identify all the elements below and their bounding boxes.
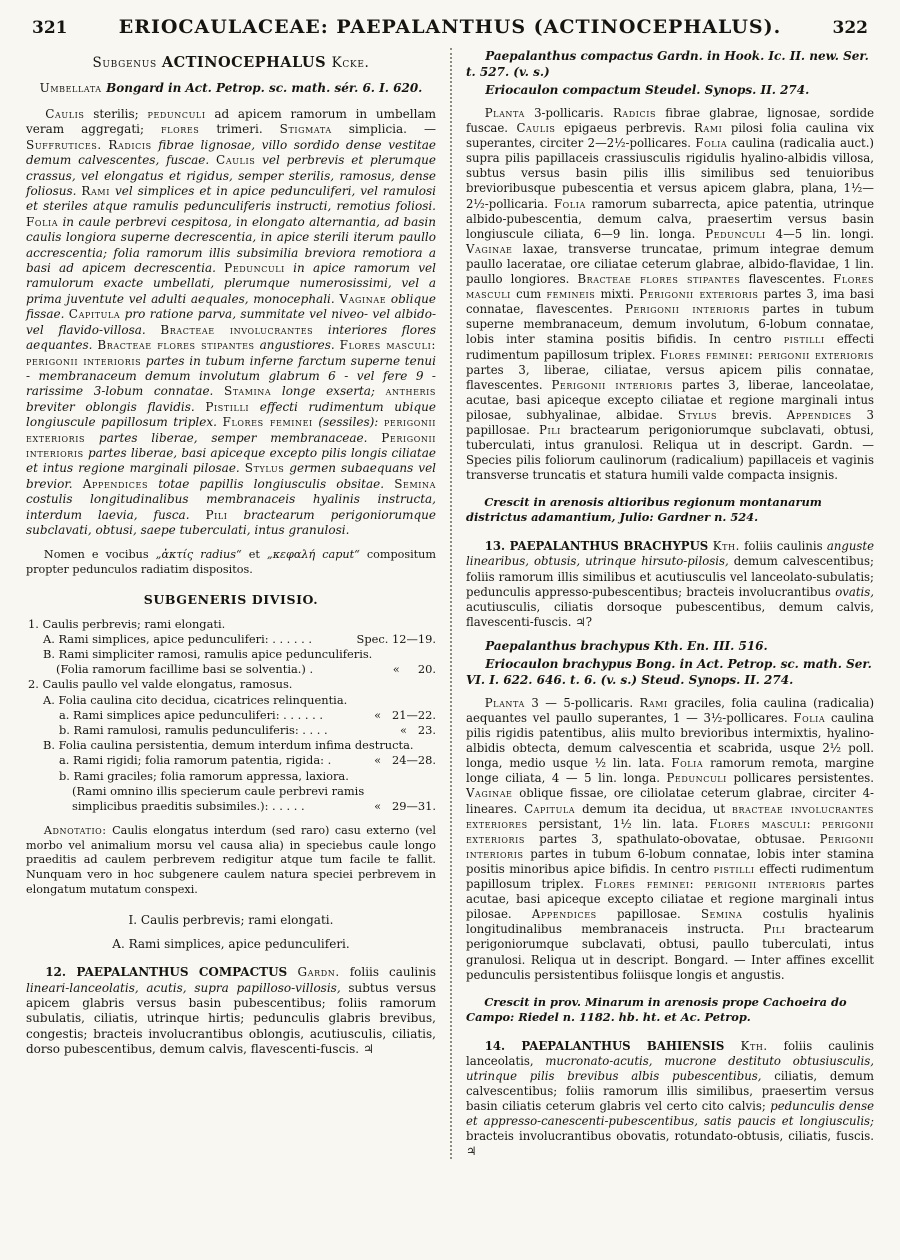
- key-text: b. Rami graciles; folia ramorum appressa, laxiora. (Rami omnino illis specierum caule perbrevi ramis simplicibus praeditis subsimiles.): . . . . .: [59, 768, 365, 813]
- key-ref: « 21—22.: [374, 707, 436, 722]
- right-column: [450, 48, 874, 1159]
- key-row: [26, 617, 436, 632]
- two-column-body: [26, 48, 874, 1159]
- species-12-diagnosis: 12. PAEPALANTHUS COMPACTUS Gardn. foliis caulinis lineari-lanceolatis, acutis, supra papilloso-villosis, subtus versus apicem glabris versus basin pubescentibus; foliis ramorum subulatis, ciliatis, utrinque hirtis; pedunculis glabris brevibus, congestis; bracteis involucrantibus oblongis, acutiusculis, ciliatis, dorso pubescentibus, demum calvis, flavescenti-fuscis. ♃: [26, 965, 436, 1057]
- key-ref: « 20.: [392, 662, 436, 677]
- species-13-diagnosis: 13. PAEPALANTHUS BRACHYPUS Kth. foliis caulinis anguste linearibus, obtusis, utrinque hirsuto-pilosis, demum calvescentibus; foliis ramorum illis similibus et acutiusculis vel lanceolato-subulatis; pedunculis appresso-pubescentibus; bracteis involucrantibus ovatis, acutiusculis, ciliatis dorsoque pubescentibus, demum calvis, flavescenti-fuscis. ♃?: [466, 539, 874, 629]
- species-12-habitat: Crescit in arenosis altioribus regionum montanarum districtus adamantium, Julio: Gardner n. 524.: [466, 495, 822, 525]
- key-row: [26, 723, 436, 738]
- key-row: [26, 738, 436, 753]
- running-title: ERIOCAULACEAE: PAEPALANTHUS (ACTINOCEPHALUS).: [118, 16, 782, 38]
- key-text: 2. Caulis paullo vel valde elongatus, ramosus.: [28, 677, 293, 692]
- key-row: [26, 647, 436, 677]
- species-14-diagnosis: 14. PAEPALANTHUS BAHIENSIS Kth. foliis caulinis lanceolatis, mucronato-acutis, mucrone destituto obtusiusculis, utrinque pilis brevibus albis pubescentibus, ciliatis, demum calvescentibus; foliis ramorum illis similibus, praesertim versus basin ciliatis ceterum glabris vel certo cito calvis; pedunculis dense et appresso-canescenti-pubescentibus, satis paucis et longiusculis; bracteis involucrantibus obovatis, rotundato-obtusis, ciliatis, fuscis. ♃: [466, 1038, 874, 1159]
- species-13-synonym-2: Eriocaulon brachypus Bong. in Act. Petrop. sc. math. Ser. VI. I. 622. 646. t. 6. (v. s.) Steud. Synops. II. 274.: [466, 656, 872, 687]
- species-13-habitat: Crescit in prov. Minarum in arenosis prope Cachoeira do Campo: Riedel n. 1182. hb. ht. et Ac. Petrop.: [466, 994, 847, 1024]
- key-text: A. Rami simplices, apice pedunculiferi: . . . . . .: [43, 631, 313, 646]
- key-ref: « 24—28.: [374, 753, 436, 768]
- key-row: [26, 632, 436, 647]
- page-number-left: 321: [32, 18, 68, 38]
- key-text: b. Rami ramulosi, ramulis pedunculiferis: . . . .: [59, 722, 328, 737]
- key-row: [26, 693, 436, 708]
- key-row: [26, 753, 436, 768]
- section-heading-primary: I. Caulis perbrevis; rami elongati.: [128, 913, 334, 928]
- page-header: [32, 16, 868, 38]
- key-text: A. Folia caulina cito decidua, cicatrices relinquentia.: [43, 692, 348, 707]
- key-text: 1. Caulis perbrevis; rami elongati.: [28, 616, 226, 631]
- species-12-description: Planta 3-pollicaris. Radicis fibrae glabrae, lignosae, sordide fuscae. Caulis epigaeus perbrevis. Rami pilosi folia caulina vix superantes, circiter 2—2½-pollicares. Folia caulina (radicalia auct.) supra pilis papillaceis crassiusculis rigidulis hyalino-albidis villosa, subtus versus basin pilis illis similibus sed tenuioribus brevioribusque pubescentia et versus apicem glabra, plana, 1½—2½-pollicaria. Folia ramorum subarrecta, apice patentia, utrinque albido-pubescentia, demum calva, praesertim versus basin longiuscule ciliata, 6—9 lin. longa. Pedunculi 4—5 lin. longi. Vaginae laxae, transverse truncatae, primum integrae demum paullo laceratae, ore ciliatae ceterum glabrae, albido-flavidae, 1 lin. paullo longiores. Bracteae flores stipantes flavescentes. Flores masculi cum femineis mixti. Perigonii exterioris partes 3, ima basi connatae, flavescentes. Perigonii interioris partes in tubum superne membranaceum, demum involutum, 6-lobum connatae, lobis inter stamina positis bifidis. In centro pistilli effecti rudimentum papillosum triplex. Flores feminei: perigonii exterioris partes 3, liberae, ciliatae, versus apicem pilis connatae, flavescentes. Perigonii interioris partes 3, liberae, lanceolatae, acutae, basi apiceque excepto ciliatae et regione marginali intus pilosae, subhyalinae, albidae. Stylus brevis. Appendices 3 papillosae. Pili bractearum perigoniorumque subclavati, obtusi, tuberculati, intus granulosi. Reliqua ut in descript. Gardn. — Species pilis foliorum caulinorum (radicalium) papillaceis et vaginis transverse truncatis et statura humili valde compacta insignis.: [466, 106, 875, 483]
- key-text: B. Folia caulina persistentia, demum interdum infima destructa.: [43, 738, 414, 753]
- key-ref: Spec. 12—19.: [356, 631, 436, 646]
- left-column: [26, 48, 450, 1159]
- key-text: B. Rami simpliciter ramosi, ramulis apice pedunculiferis. (Folia ramorum facillime basi se solventia.) .: [43, 646, 373, 677]
- species-12-synonym-2: Eriocaulon compactum Steudel. Synops. II. 274.: [485, 83, 810, 97]
- division-heading: SUBGENERIS DIVISIO.: [143, 591, 319, 607]
- subgenus-heading: Subgenus ACTINOCEPHALUS Kcke.: [92, 54, 370, 71]
- species-12-synonym-1: Paepalanthus compactus Gardn. in Hook. Ic. II. new. Ser. t. 527. (v. s.): [466, 49, 869, 79]
- key-text: a. Rami rigidi; folia ramorum patentia, rigida: .: [59, 753, 332, 768]
- adnotatio-note: Adnotatio: Caulis elongatus interdum (sed raro) casu externo (vel morbo vel animalium morsu vel causa alia) in speciebus caule longo praeditis ad caulem perbrevem redigitur atque tum facile te fallit. Nunquam vero in hoc subgenere caulem natura speciei perbrevem in elongatum mutatum conspexi.: [26, 824, 436, 896]
- section-heading-secondary: A. Rami simplices, apice pedunculiferi.: [112, 937, 350, 952]
- page-number-right: 322: [832, 18, 868, 38]
- species-13-description: Planta 3 — 5-pollicaris. Rami graciles, folia caulina (radicalia) aequantes vel paullo superantes, 1 — 3½-pollicares. Folia caulina pilis rigidis patentibus, aliis multo brevioribus intermixtis, hyalino-albidis obtecta, demum calvescentia et scabrida, usque 2½ poll. longa, medio usque ½ lin. lata. Folia ramorum remota, margine longe ciliata, 4 — 5 lin. longa. Pedunculi pollicares persistentes. Vaginae oblique fissae, ore ciliolatae ceterum glabrae, circiter 4-lineares. Capitula demum ita decidua, ut bracteae involucrantes exteriores persistant, 1½ lin. lata. Flores masculi: perigonii exterioris partes 3, spathulato-obovatae, obtusae. Perigonii interioris partes in tubum 6-lobum connatae, lobis inter stamina positis minoribus apice bifidis. In centro pistilli effecti rudimentum papillosum triplex. Flores feminei: perigonii interioris partes acutae, basi apiceque excepto ciliatae et regione marginali intus pilosae. Appendices papillosae. Semina costulis hyalinis longitudinalibus membranaceis instructa. Pili bractearum perigoniorumque subclavati, obtusi, paullo tuberculati, intus granulosi. Reliqua ut in descript. Bongard. — Inter affines excellit pedunculis persistentibus foliisque longis et angustis.: [466, 695, 875, 982]
- key-ref: « 29—31.: [374, 799, 436, 813]
- key-row: [26, 769, 436, 815]
- key-row: [26, 677, 436, 692]
- species-13-synonym-1: Paepalanthus brachypus Kth. En. III. 516.: [485, 638, 768, 653]
- etymology-note: Nomen e vocibus „ἀκτίς radius“ et „κεφαλή caput“ compositum propter pedunculos radiatim dispositos.: [26, 548, 436, 576]
- key-ref: « 23.: [400, 722, 436, 737]
- subgenus-reference: Umbellata Bongard in Act. Petrop. sc. math. sér. 6. I. 620.: [39, 81, 423, 95]
- key-row: [26, 708, 436, 723]
- key-text: a. Rami simplices apice pedunculiferi: . . . . . .: [59, 707, 323, 722]
- division-key: [26, 617, 436, 815]
- genus-description: Caulis sterilis; pedunculi ad apicem ramorum in umbellam veram aggregati; flores trimeri. Stigmata simplicia. — Suffrutices. Radicis fibrae lignosae, villo sordido dense vestitae demum calvescentes, fuscae. Caulis vel perbrevis et plerumque crassus, vel elongatus et rigidus, semper sterilis, ramosus, dense foliosus. Rami vel simplices et in apice pedunculiferi, vel ramulosi et steriles atque ramulis pedunculiferis instructi, remotius foliosi. Folia in caule perbrevi cespitosa, in elongato alternantia, ad basin caulis longiora superne decrescentia, in apice sterili iterum paullo accrescentia; folia ramorum illis subsimilia breviora remotiora a basi ad apicem decrescentia. Pedunculi in apice ramorum vel ramulorum exacte umbellati, plerumque numerosissimi, vel a prima juventute vel adulti aequales, monocephali. Vaginae oblique fissae. Capitula pro ratione parva, summitate vel niveo- vel albido- vel flavido-villosa. Bracteae involucrantes interiores flores aequantes. Bracteae flores stipantes angustiores. Flores masculi: perigonii interioris partes in tubum inferne farctum superne tenui - membranaceum demum involutum glabrum 6 - vel fere 9 - rarissime 3-lobum connatae. Stamina longe exserta; antheris breviter oblongis flavidis. Pistilli effecti rudimentum ubique longiuscule papillosum triplex. Flores feminei (sessiles): perigonii exterioris partes liberae, semper membranaceae. Perigonii interioris partes liberae, basi apiceque excepto pilis longis ciliatae et intus regione marginali pilosae. Stylus germen subaequans vel brevior. Appendices totae papillis longiusculis obsitae. Semina costulis longitudinalibus membranaceis hyalinis instructa, interdum laevia, fusca. Pili bractearum perigoniorumque subclavati, obtusi, saepe tuberculati, intus granulosi.: [26, 107, 437, 537]
